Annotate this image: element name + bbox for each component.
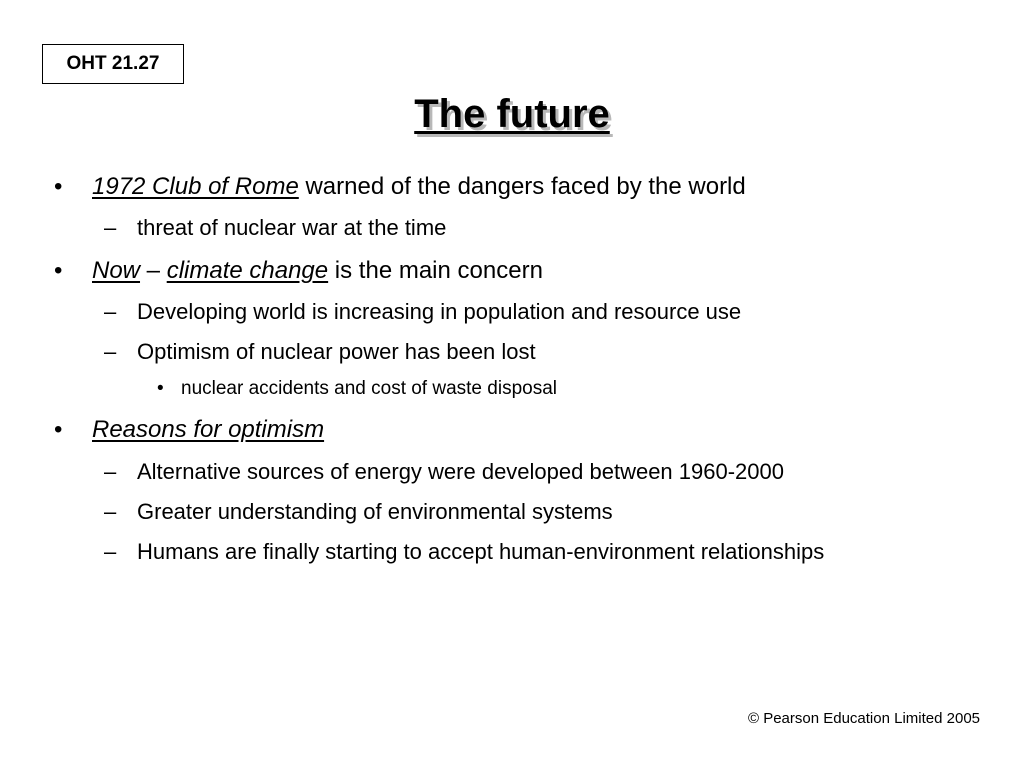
bullet-emphasis: Reasons for optimism bbox=[92, 416, 325, 443]
bullet-emphasis: Now bbox=[92, 257, 141, 284]
bullet-text bbox=[92, 257, 543, 285]
sub-bullet-text: Greater understanding of environmental systems bbox=[137, 499, 613, 524]
bullet-separator: – bbox=[140, 257, 167, 284]
sub-sub-bullet-text: nuclear accidents and cost of waste disposal bbox=[181, 378, 557, 399]
slide-label: OHT 21.27 bbox=[66, 53, 160, 74]
bullet-marker: • bbox=[54, 416, 63, 443]
bullet-emphasis: climate change bbox=[166, 257, 329, 284]
bullet-emphasis: 1972 Club of Rome bbox=[92, 173, 299, 200]
copyright-footer: © Pearson Education Limited 2005 bbox=[747, 710, 980, 727]
dash-marker: – bbox=[104, 539, 117, 564]
sub-bullet-text: threat of nuclear war at the time bbox=[137, 215, 447, 240]
dash-marker: – bbox=[104, 499, 117, 524]
sub-bullet-text: Humans are finally starting to accept human-environment relationships bbox=[137, 539, 825, 564]
bullet-text bbox=[92, 416, 324, 444]
dash-marker: – bbox=[104, 215, 117, 240]
sub-bullet-text: Developing world is increasing in population and resource use bbox=[137, 299, 742, 324]
dash-marker: – bbox=[104, 459, 117, 484]
slide-title: The future bbox=[414, 92, 610, 136]
sub-bullet-text: Optimism of nuclear power has been lost bbox=[137, 339, 536, 364]
sub-bullet-text: Alternative sources of energy were developed between 1960-2000 bbox=[137, 459, 784, 484]
dash-marker: – bbox=[104, 339, 117, 364]
bullet-text bbox=[92, 173, 746, 201]
bullet-marker: • bbox=[54, 257, 63, 284]
bullet-rest: is the main concern bbox=[328, 257, 543, 284]
dash-marker: – bbox=[104, 299, 117, 324]
bullet-marker: • bbox=[54, 173, 63, 200]
bullet-rest: warned of the dangers faced by the world bbox=[298, 173, 746, 200]
slide-label-box bbox=[42, 44, 184, 84]
small-bullet-marker: • bbox=[157, 378, 164, 399]
